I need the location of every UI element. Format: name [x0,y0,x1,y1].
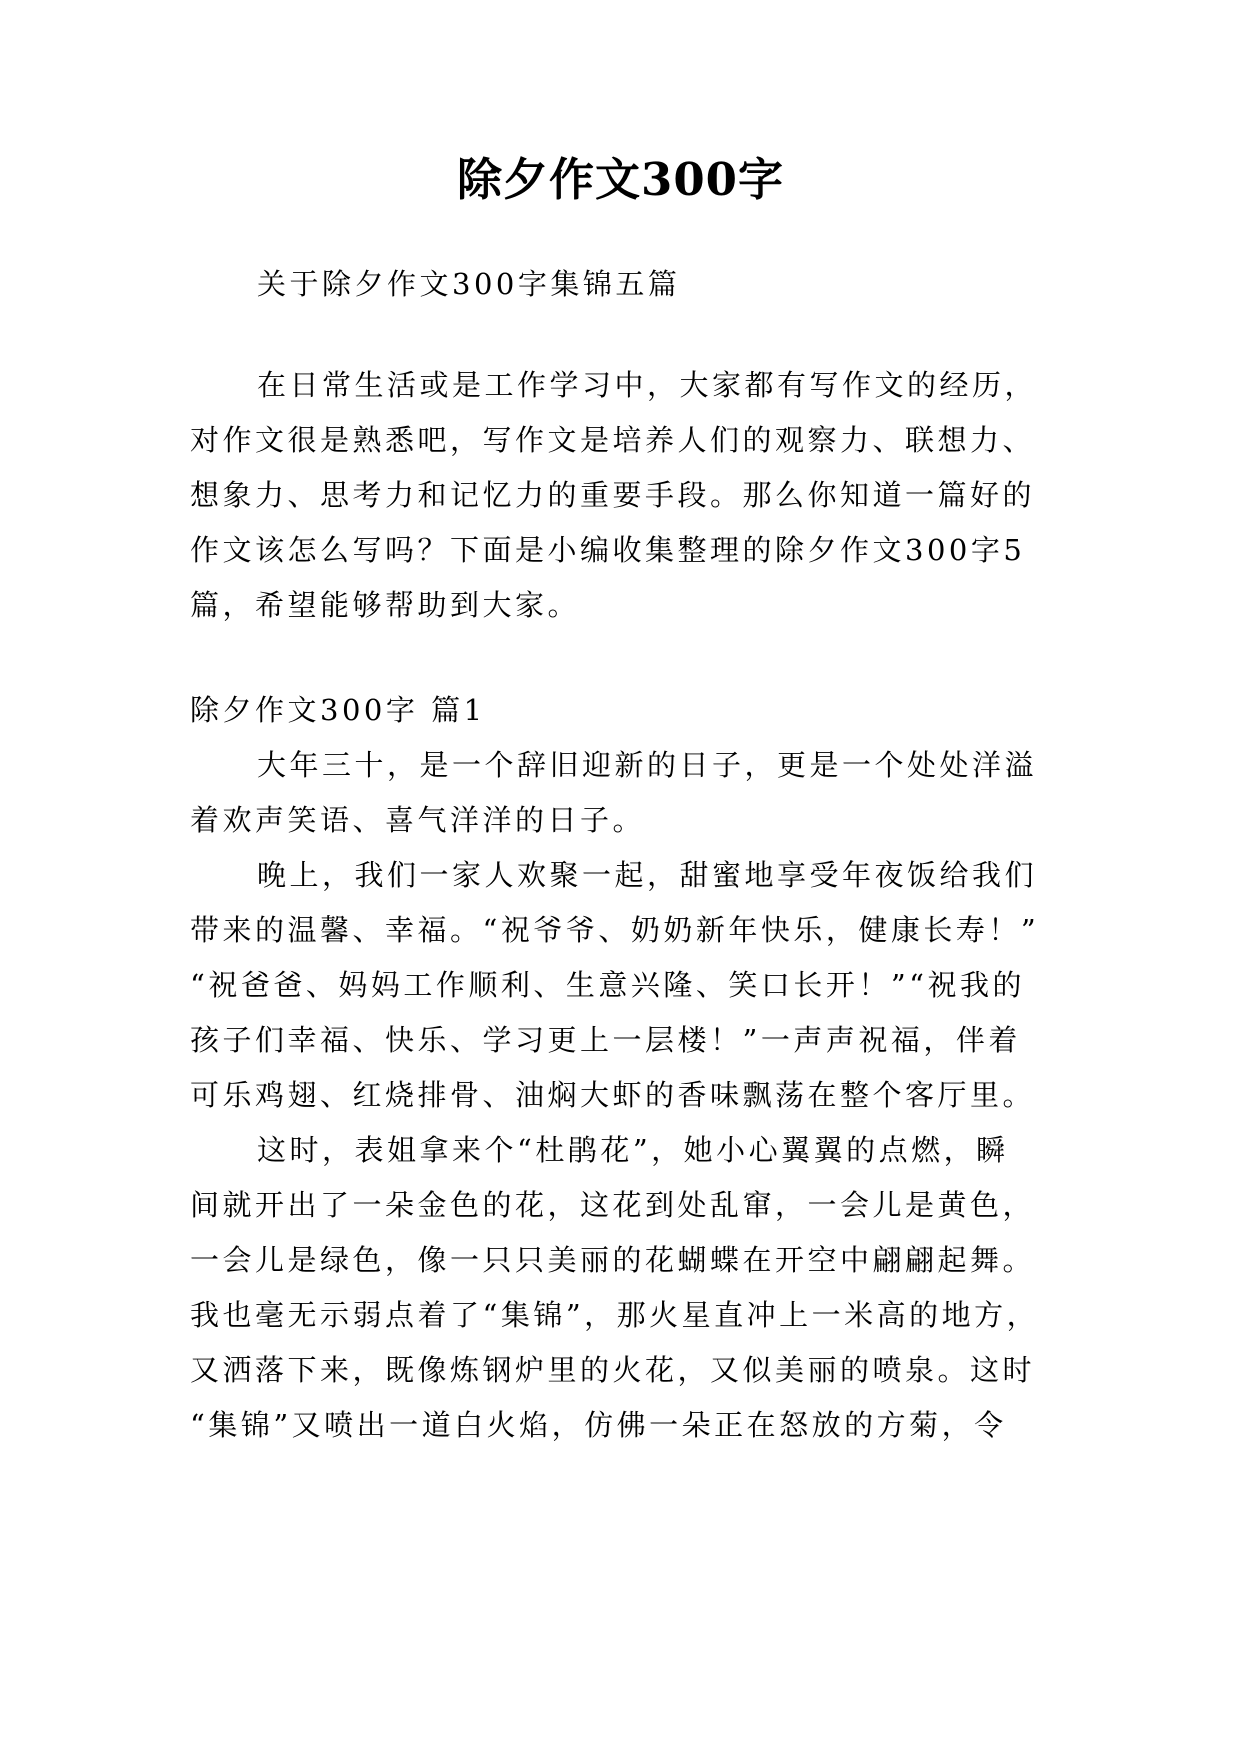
body-line-5: “祝爸爸、妈妈工作顺利、生意兴隆、笑口长开！”“祝我的 [190,968,1025,1002]
body-line-9: 间就开出了一朵金色的花，这花到处乱窜，一会儿是黄色， [190,1188,1036,1222]
body-line-1: 大年三十，是一个辞旧迎新的日子，更是一个处处洋溢 [257,748,1038,782]
body-line-6: 孩子们幸福、快乐、学习更上一层楼！”一声声祝福，伴着 [190,1023,1021,1057]
intro-line-1: 在日常生活或是工作学习中，大家都有写作文的经历， [257,368,1038,402]
body-line-10: 一会儿是绿色，像一只只美丽的花蝴蝶在开空中翩翩起舞。 [190,1243,1036,1277]
intro-line-4: 作文该怎么写吗？下面是小编收集整理的除夕作文300字5 [190,533,1026,567]
intro-line-3: 想象力、思考力和记忆力的重要手段。那么你知道一篇好的 [190,478,1036,512]
body-line-8: 这时，表姐拿来个“杜鹃花”，她小心翼翼的点燃，瞬 [257,1133,1009,1167]
body-line-13: “集锦”又喷出一道白火焰，仿佛一朵正在怒放的方菊，令 [190,1408,1007,1442]
body-line-3: 晚上，我们一家人欢聚一起，甜蜜地享受年夜饭给我们 [257,858,1038,892]
body-line-7: 可乐鸡翅、红烧排骨、油焖大虾的香味飘荡在整个客厅里。 [190,1078,1036,1112]
body-line-11: 我也毫无示弱点着了“集锦”，那火星直冲上一米高的地方， [190,1298,1040,1332]
section-heading: 除夕作文300字 篇1 [190,693,486,727]
body-line-12: 又洒落下来，既像炼钢炉里的火花，又似美丽的喷泉。这时 [190,1353,1036,1387]
document-subtitle: 关于除夕作文300字集锦五篇 [257,267,681,301]
body-line-4: 带来的温馨、幸福。“祝爷爷、奶奶新年快乐，健康长寿！” [190,913,1040,947]
intro-line-2: 对作文很是熟悉吧，写作文是培养人们的观察力、联想力、 [190,423,1036,457]
body-line-2: 着欢声笑语、喜气洋洋的日子。 [190,803,646,837]
intro-line-5: 篇，希望能够帮助到大家。 [190,588,581,622]
document-title: 除夕作文300字 [457,153,784,206]
